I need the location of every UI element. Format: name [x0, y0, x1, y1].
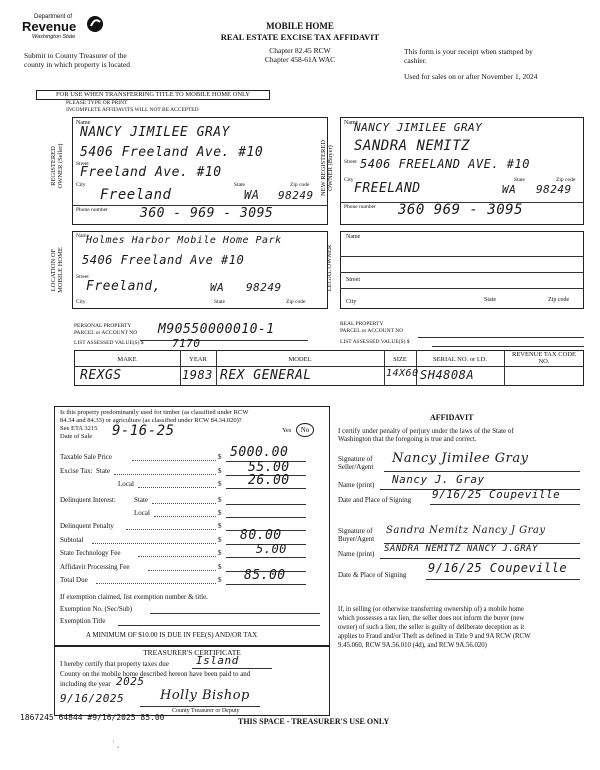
total-due-value[interactable]: 85.00 — [244, 568, 286, 583]
cell-model[interactable]: REX GENERAL — [220, 368, 312, 383]
seller-sig-label-1: Signature of — [338, 455, 373, 463]
scan-mark-icon: ˙ ˎ — [112, 739, 120, 748]
seller-name-label: Name — [76, 120, 91, 126]
affidavit-text-2: Washington that the foregoing is true and correct. — [338, 435, 477, 443]
seller-street[interactable]: 5406 Freeland Ave. #10 — [80, 145, 264, 160]
cell-year[interactable]: 1983 — [182, 368, 213, 382]
location-city-label: City — [76, 299, 86, 305]
location-state-label: State — [214, 299, 225, 305]
processing-dollar: $ — [218, 563, 222, 571]
transfer-notice-box — [36, 90, 270, 100]
timber-question-2: 84.34 and 84.33) or agriculture (as classified under RCW 84.34.020)? — [60, 417, 242, 424]
tech-fee-label: State Technology Fee — [60, 549, 121, 557]
logo-mark-icon — [86, 14, 104, 34]
processing-dots — [148, 570, 216, 571]
buyer-street[interactable]: 5406 FREELAND AVE. #10 — [360, 157, 530, 171]
location-name[interactable]: Holmes Harbor Mobile Home Park — [86, 235, 282, 246]
warning-1: If, in selling (or otherwise transferring ownership of) a mobile home — [338, 606, 524, 613]
logo-state: Washington State — [32, 34, 76, 40]
header-tax-code: REVENUE TAX CODE NO. — [512, 351, 576, 365]
treasurer-title: TREASURER'S CERTIFICATE — [143, 648, 241, 657]
header-year: YEAR — [189, 356, 207, 363]
legal-owner-state-label: State — [484, 297, 496, 303]
seller-phone[interactable]: 360 - 969 - 3095 — [140, 206, 274, 221]
chapter-1: Chapter 82.45 RCW — [269, 46, 331, 55]
location-street[interactable]: 5406 Freeland Ave #10 — [82, 253, 245, 267]
seller-street-2[interactable]: Freeland Ave. #10 — [80, 165, 222, 180]
legal-owner-street-label: Street — [346, 277, 360, 283]
treasurer-sig-line — [140, 706, 260, 707]
seller-sig-line — [384, 471, 580, 472]
treasurer-line-2: County on the mobile home described hereon have been paid to and — [60, 670, 251, 678]
buyer-name-print-label: Name (print) — [338, 550, 375, 558]
seller-signature[interactable]: Nancy Jimilee Gray — [392, 451, 529, 466]
see-eta: See ETA 3215 — [60, 425, 98, 432]
transfer-notice: FOR USE WHEN TRANSFERRING TITLE TO MOBILE HOME ONLY — [55, 91, 251, 98]
timber-no-circle[interactable] — [296, 423, 314, 437]
exemption-no-label: Exemption No. (Sec/Sub) — [60, 605, 133, 613]
affidavit-text-1: I certify under penalty of perjury under the laws of the State of — [338, 427, 514, 435]
legal-owner-city-label: City — [346, 299, 357, 305]
delinquent-state-line — [226, 504, 306, 505]
header-serial: SERIAL NO. or I.D. — [433, 356, 487, 363]
warning-4: applies to Fraud and/or Theft as defined in Title 9 and 9A RCW (RCW — [338, 633, 531, 640]
buyer-city-label: City — [344, 177, 354, 183]
location-state[interactable]: WA — [210, 281, 225, 294]
taxable-label: Taxable Sale Price — [60, 453, 112, 461]
legal-owner-divider-1 — [340, 256, 584, 257]
location-street-label: Street — [76, 274, 89, 280]
warning-5: 9.45.060, RCW 9A.56.010 (4d), and RCW 9A.56.020) — [338, 642, 487, 649]
legal-owner-zip-label: Zip code — [548, 297, 570, 303]
subtotal-label: Subtotal — [60, 536, 84, 544]
treasurer-line-3: including the year — [60, 680, 111, 688]
tech-fee-dots — [138, 556, 216, 557]
seller-sig-label-2: Seller/Agent — [338, 463, 374, 471]
excise-local-dots — [138, 487, 216, 488]
incomplete-note: INCOMPLETE AFFIDAVITS WILL NOT BE ACCEPTED — [66, 107, 199, 113]
excise-local-line — [226, 488, 306, 489]
tech-fee-dollar: $ — [218, 549, 222, 557]
logo-revenue: Revenue — [22, 19, 77, 34]
warning-3: owner) of such a lien, the seller is guilty of deliberate deception as it — [338, 624, 525, 631]
cell-size[interactable]: 14X60 — [386, 368, 419, 379]
col-divider-2 — [216, 350, 217, 386]
seller-section-label: REGISTERED OWNER (Seller) — [50, 143, 65, 189]
buyer-section-label: NEW REGISTERED OWNER (Buyer) — [320, 139, 335, 197]
buyer-date-line — [426, 579, 580, 580]
subtotal-dots — [92, 543, 216, 544]
buyer-name-2[interactable]: SANDRA NEMITZ — [354, 138, 471, 154]
timber-no: No — [300, 426, 310, 434]
form-title-1: MOBILE HOME — [266, 21, 334, 31]
total-dots — [96, 583, 216, 584]
used-for-note: Used for sales on or after November 1, 2024 — [404, 72, 538, 81]
seller-name[interactable]: NANCY JIMILEE GRAY — [80, 125, 230, 140]
excise-state-dollar: $ — [218, 467, 222, 475]
excise-state-value[interactable]: 55.00 — [248, 460, 290, 475]
exemption-title-line — [118, 625, 320, 626]
header-make: MAKE — [117, 356, 137, 363]
submit-line-1: Submit to County Treasurer of the — [24, 51, 127, 60]
buyer-date-place[interactable]: 9/16/25 Coupeville — [428, 561, 568, 575]
seller-zip[interactable]: 98249 — [278, 189, 314, 202]
location-section-label: LOCATION OF MOBILE HOME — [50, 247, 65, 293]
cell-serial[interactable]: SH4808A — [420, 368, 475, 382]
exemption-title-label: Exemption Title — [60, 617, 106, 625]
seller-state[interactable]: WA — [244, 188, 260, 202]
rp-assessed-line — [432, 346, 584, 347]
pp-assessed-label: LIST ASSESSED VALUE(S) $ — [74, 340, 144, 346]
treasurer-county-line — [192, 668, 272, 669]
excise-state-label: State — [96, 467, 110, 475]
buyer-zip[interactable]: 98249 — [536, 183, 572, 196]
buyer-name-label: Name — [344, 120, 359, 126]
pp-parcel-value[interactable]: M90550000010-1 — [158, 322, 275, 337]
revenue-logo — [22, 14, 104, 46]
seller-street-label: Street — [76, 161, 89, 167]
timber-yes[interactable]: Yes — [282, 427, 292, 434]
buyer-signature[interactable]: Sandra Nemitz Nancy J Gray — [386, 525, 546, 536]
exemption-no-line — [150, 613, 320, 614]
buyer-city[interactable]: FREELAND — [354, 181, 421, 196]
seller-zip-label: Zip code — [290, 182, 310, 188]
logo-dept: Department of — [34, 14, 73, 20]
pp-assessed-value[interactable]: 7170 — [172, 337, 201, 350]
buyer-phone[interactable]: 360 969 - 3095 — [398, 202, 524, 218]
delinquent-local-label: Local — [134, 509, 150, 517]
delinquent-local-dots — [154, 516, 216, 517]
col-divider-1 — [180, 350, 181, 386]
chapter-2: Chapter 458-61A WAC — [264, 55, 336, 64]
type-or-print: PLEASE TYPE OR PRINT — [66, 100, 128, 106]
excise-state-dots — [114, 474, 216, 475]
buyer-zip-label: Zip code — [556, 177, 576, 183]
seller-date-place[interactable]: 9/16/25 Coupeville — [432, 488, 561, 501]
buyer-state[interactable]: WA — [502, 183, 517, 196]
delinquent-state-dollar: $ — [218, 496, 222, 504]
subtotal-value[interactable]: 80.00 — [240, 528, 282, 543]
processing-fee-label: Affidavit Processing Fee — [60, 563, 130, 571]
delinquent-penalty-label: Delinquent Penalty — [60, 522, 114, 530]
pp-parcel-label-2: PARCEL or ACCOUNT NO — [74, 330, 138, 336]
excise-label: Excise Tax: — [60, 467, 93, 475]
rp-parcel-line — [418, 337, 584, 338]
seller-name-print[interactable]: Nancy J. Gray — [392, 473, 485, 486]
buyer-sig-label-2: Buyer/Agent — [338, 535, 375, 543]
seller-state-label: State — [234, 182, 245, 188]
penalty-dots — [126, 529, 216, 530]
col-divider-3 — [384, 350, 385, 386]
treasurer-use-only: THIS SPACE - TREASURER'S USE ONLY — [238, 717, 390, 726]
total-due-label: Total Due — [60, 576, 88, 584]
delinquent-local-line — [226, 517, 306, 518]
excise-local-dollar: $ — [218, 480, 222, 488]
treasurer-year[interactable]: 2025 — [116, 675, 145, 688]
buyer-name-1[interactable]: NANCY JIMILEE GRAY — [354, 121, 483, 134]
buyer-date-label: Date & Place of Signing — [338, 571, 407, 579]
date-of-sale-label: Date of Sale — [60, 433, 93, 440]
col-divider-5 — [504, 350, 505, 386]
header-model: MODEL — [288, 356, 312, 363]
treasurer-date[interactable]: 9/16/2025 — [60, 692, 125, 705]
total-line — [226, 584, 306, 585]
treasurer-signature[interactable]: Holly Bishop — [160, 688, 250, 703]
receipt-line-1: This form is your receipt when stamped by — [404, 47, 533, 56]
subtotal-dollar: $ — [218, 536, 222, 544]
treasurer-line-1: I hereby certify that property taxes due — [60, 660, 169, 668]
buyer-name-print-line — [380, 558, 580, 559]
pp-parcel-line — [140, 340, 308, 341]
warning-2: which possesses a tax lien, the seller does not inform the buyer (new — [338, 615, 525, 622]
form-title-2: REAL ESTATE EXCISE TAX AFFIDAVIT — [220, 32, 380, 42]
legal-owner-name-label: Name — [346, 234, 361, 240]
delinquent-interest-label: Delinquent Interest: — [60, 496, 116, 504]
location-zip[interactable]: 98249 — [246, 281, 282, 294]
submit-line-2: county in which property is located — [24, 60, 131, 69]
location-zip-label: Zip code — [286, 299, 306, 305]
vehicle-table-header-line — [74, 366, 584, 367]
buyer-phone-label: Phone number — [344, 204, 376, 210]
date-of-sale[interactable]: 9-16-25 — [112, 423, 175, 439]
excise-local-value[interactable]: 26.00 — [248, 473, 290, 488]
tech-fee-value[interactable]: 5.00 — [256, 542, 287, 556]
legal-owner-divider-3 — [340, 288, 584, 289]
timber-question-1: Is this property predominantly used for timber (as classified under RCW — [60, 409, 249, 416]
header-size: SIZE — [393, 356, 407, 363]
taxable-value[interactable]: 5000.00 — [230, 445, 289, 460]
buyer-state-label: State — [514, 177, 525, 183]
seller-city[interactable]: Freeland — [100, 187, 172, 203]
cashier-stamp: 1867245 64844 #9/16/2025 85.00 — [20, 713, 165, 722]
rp-parcel-label-2: PARCEL or ACCOUNT NO — [340, 328, 404, 334]
buyer-street-label: Street — [344, 159, 357, 165]
treasurer-county[interactable]: Island — [196, 654, 239, 667]
buyer-name-print[interactable]: SANDRA NEMITZ NANCY J.GRAY — [384, 544, 538, 554]
total-dollar: $ — [218, 576, 222, 584]
excise-local-label: Local — [118, 480, 134, 488]
seller-name-print-label: Name (print) — [338, 481, 375, 489]
tech-fee-line — [226, 557, 306, 558]
location-name-label: Name — [76, 233, 90, 239]
penalty-dollar: $ — [218, 522, 222, 530]
seller-date-label: Date and Place of Signing — [338, 496, 412, 504]
receipt-line-2: cashier. — [404, 56, 427, 65]
buyer-sig-label-1: Signature of — [338, 527, 373, 535]
rp-assessed-label: LIST ASSESSED VALUE(S) $ — [340, 339, 410, 345]
taxable-dollar: $ — [218, 453, 222, 461]
seller-city-label: City — [76, 182, 86, 188]
seller-date-line — [430, 504, 580, 505]
delinquent-state-dots — [152, 503, 216, 504]
treasurer-sig-label: County Treasurer or Deputy — [172, 708, 240, 714]
pp-parcel-label-1: PERSONAL PROPERTY — [74, 323, 132, 329]
legal-owner-divider-2 — [340, 272, 584, 273]
cell-make[interactable]: REXGS — [80, 368, 122, 383]
affidavit-title: AFFIDAVIT — [430, 413, 474, 422]
exemption-note: If exemption claimed, list exemption number & title. — [60, 593, 208, 601]
location-city[interactable]: Freeland, — [86, 279, 161, 294]
minimum-note: A MINIMUM OF $10.00 IS DUE IN FEE(S) AND/OR TAX — [86, 631, 258, 639]
legal-owner-section-label: LEGAL OWNER — [326, 244, 333, 292]
taxable-dots — [132, 460, 216, 461]
seller-phone-label: Phone number — [76, 207, 108, 213]
delinquent-local-dollar: $ — [218, 509, 222, 517]
rp-parcel-label-1: REAL PROPERTY — [340, 321, 384, 327]
delinquent-state-label: State — [134, 496, 148, 504]
